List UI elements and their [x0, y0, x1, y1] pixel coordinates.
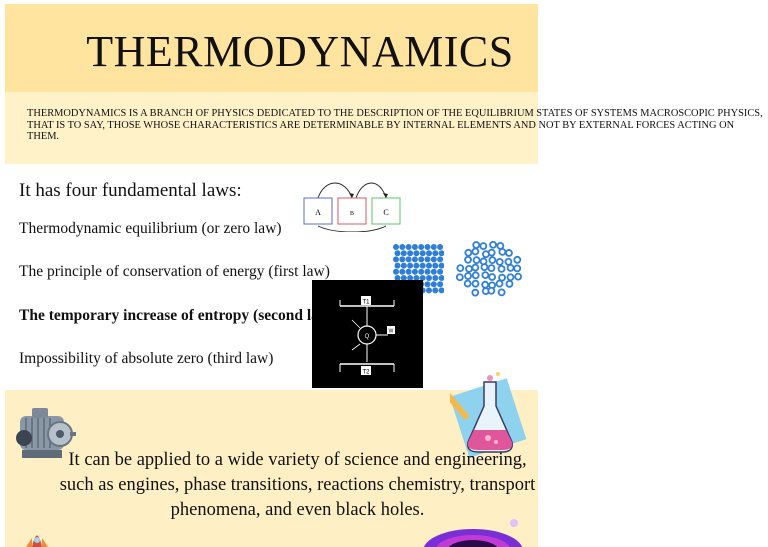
particle	[426, 263, 432, 269]
particle	[406, 244, 412, 250]
applications-text: It can be applied to a wide variety of science and engineering, such as engines, phase transitions, reactions chemistry, transport phenomena, and even black holes.	[59, 450, 536, 520]
particle	[413, 250, 419, 256]
particle	[472, 248, 478, 254]
particle	[465, 281, 471, 287]
particle	[482, 272, 488, 278]
particle	[395, 250, 401, 256]
particle	[412, 256, 418, 262]
q-label: Q	[364, 334, 370, 340]
particle	[399, 244, 405, 250]
particle	[393, 269, 399, 275]
particle	[418, 256, 424, 262]
chemistry-flask-icon	[450, 372, 528, 458]
particle	[401, 263, 407, 269]
arc-a-b	[318, 183, 352, 198]
particle	[437, 256, 443, 262]
box-c-label: C	[383, 208, 389, 217]
particle	[418, 244, 424, 250]
particle	[473, 242, 479, 248]
particle	[418, 269, 424, 275]
particle	[465, 250, 471, 256]
particle	[508, 265, 514, 271]
particle	[457, 274, 463, 280]
particle	[499, 275, 505, 281]
particle	[499, 249, 505, 255]
particle	[466, 266, 472, 272]
particle	[431, 269, 437, 275]
rocket-icon	[14, 524, 60, 547]
particle	[426, 275, 432, 281]
particle	[393, 244, 399, 250]
disordered-particles-icon	[455, 240, 525, 298]
particle	[432, 250, 438, 256]
page-title: THERMODYNAMICS	[86, 27, 514, 76]
particle	[425, 269, 431, 275]
particle	[473, 281, 479, 287]
particle	[431, 256, 437, 262]
particle	[432, 263, 438, 269]
particle	[489, 257, 495, 263]
law-first: The principle of conservation of energy (first law)	[19, 263, 330, 280]
particle	[482, 282, 488, 288]
particle	[514, 265, 520, 271]
particle	[407, 250, 413, 256]
particle	[499, 289, 505, 295]
particle	[420, 250, 426, 256]
particle	[401, 250, 407, 256]
t2-label: T2	[362, 369, 370, 376]
heat-engine-diagram	[312, 280, 423, 388]
particle	[481, 264, 487, 270]
box-b-label: B	[349, 211, 355, 217]
particle	[431, 244, 437, 250]
particle	[499, 266, 505, 272]
equilibrium-diagram	[300, 180, 410, 232]
particle	[431, 281, 437, 287]
particle	[412, 244, 418, 250]
particle	[488, 288, 494, 294]
particle	[515, 274, 521, 280]
particle	[506, 250, 512, 256]
particle	[395, 263, 401, 269]
particle	[432, 275, 438, 281]
laws-heading: It has four fundamental laws:	[19, 180, 242, 201]
particle	[425, 256, 431, 262]
particle	[473, 272, 479, 278]
particle	[407, 263, 413, 269]
particle	[465, 273, 471, 279]
particle	[425, 244, 431, 250]
particle	[490, 242, 496, 248]
particle	[439, 263, 444, 269]
particle	[465, 257, 471, 263]
particle	[425, 281, 431, 287]
particle	[505, 259, 511, 265]
particle	[497, 281, 503, 287]
box-a-label: A	[315, 208, 321, 217]
particle	[399, 269, 405, 275]
particle	[439, 287, 444, 293]
particle	[426, 287, 432, 293]
particle	[488, 265, 494, 271]
particle	[489, 274, 495, 280]
law-third: Impossibility of absolute zero (third law)	[19, 350, 274, 367]
particle	[489, 250, 495, 256]
arc-a-c	[318, 226, 386, 232]
law-zero: Thermodynamic equilibrium (or zero law)	[19, 220, 282, 237]
particle	[426, 250, 432, 256]
particle	[393, 256, 399, 262]
w-label: W	[388, 328, 394, 335]
particle	[514, 257, 520, 263]
particle	[472, 290, 478, 296]
particle	[432, 287, 438, 293]
particle	[406, 269, 412, 275]
t1-label: T1	[362, 299, 370, 306]
particle	[412, 269, 418, 275]
particle	[472, 265, 478, 271]
particle	[437, 269, 443, 275]
particle	[507, 274, 513, 280]
particle	[437, 244, 443, 250]
particle	[413, 263, 419, 269]
particle	[399, 256, 405, 262]
description-text: THERMODYNAMICS IS A BRANCH OF PHYSICS DEDICATED TO THE DESCRIPTION OF THE EQUILIBRIUM STATES OF SYSTEMS MACROSCOPIC PHYSICS, THAT IS TO SAY, THOSE WHOSE CHARACTERISTICS ARE DETERMINABLE BY INTERNAL ELEMENTS AND NOT BY EXTERNAL FORCES ACTING ON THEM.	[27, 108, 763, 142]
particle	[497, 243, 503, 249]
particle	[506, 281, 512, 287]
law-second: The temporary increase of entropy (second law)	[19, 307, 336, 324]
particle	[420, 263, 426, 269]
particle	[474, 257, 480, 263]
particle	[439, 275, 444, 281]
particle	[437, 281, 443, 287]
particle	[480, 243, 486, 249]
arc-b-c	[356, 183, 386, 198]
particle	[406, 256, 412, 262]
particle	[439, 250, 444, 256]
particle	[497, 259, 503, 265]
particle	[457, 265, 463, 271]
